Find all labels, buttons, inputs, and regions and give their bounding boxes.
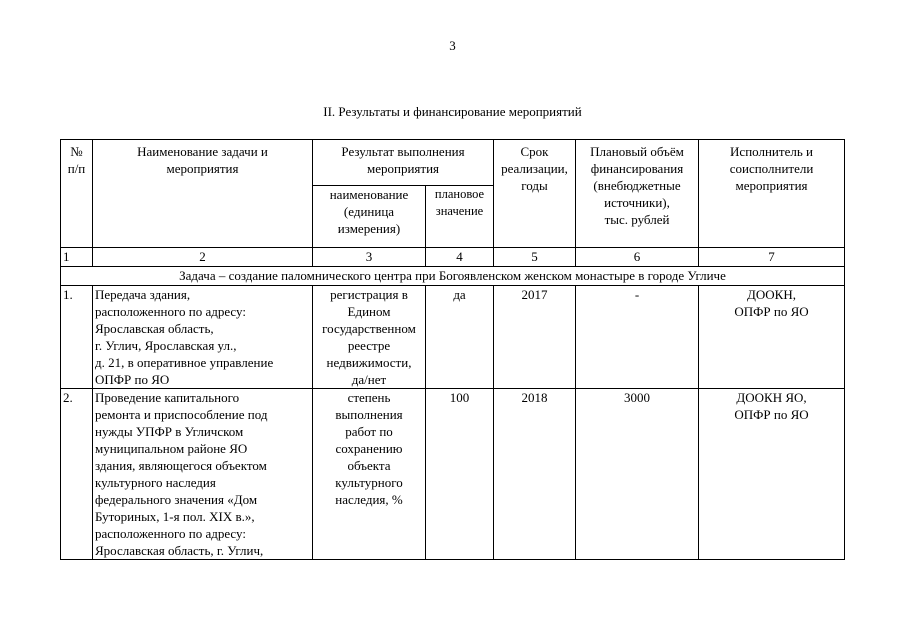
header-term: Срок реализации, годы [494, 140, 576, 248]
row-indicator: степень выполнения работ по сохранению объекта культурного наследия, % [313, 389, 426, 560]
section-title: II. Результаты и финансирование мероприятий [323, 104, 582, 119]
header-result-name: наименование (единица измерения) [313, 186, 426, 248]
row-name: Проведение капитального ремонта и приспособление под нужды УПФР в Угличском муниципальном районе ЯО здания, являющегося объектом культурного наследия федерального значения «Дом Буториных, 1-я пол. XIX в.», расположенного по адресу: Ярославская область, г. Углич, [93, 389, 313, 560]
measures-table [60, 139, 845, 560]
header-funding: Плановый объём финансирования (внебюджетные источники), тыс. рублей [576, 140, 699, 248]
table-row [61, 286, 845, 389]
column-number-row [61, 248, 845, 267]
column-number-6: 6 [576, 248, 699, 267]
column-number-2: 2 [93, 248, 313, 267]
task-title: Задача – создание паломнического центра при Богоявленском женском монастыре в городе Угличе [61, 267, 845, 286]
row-term: 2018 [494, 389, 576, 560]
header-result-value: плановое значение [426, 186, 494, 248]
header-num: № п/п [61, 140, 93, 248]
column-number-4: 4 [426, 248, 494, 267]
row-indicator: регистрация в Едином государственном реестре недвижимости, да/нет [313, 286, 426, 389]
page-number: 3 [449, 38, 456, 53]
row-funding: 3000 [576, 389, 699, 560]
row-name: Передача здания, расположенного по адресу: Ярославская область, г. Углич, Ярославская ул., д. 21, в оперативное управление ОПФР по ЯО [93, 286, 313, 389]
table-row [61, 389, 845, 560]
row-num: 2. [61, 389, 93, 560]
row-num: 1. [61, 286, 93, 389]
column-number-1: 1 [61, 248, 93, 267]
header-name: Наименование задачи и мероприятия [93, 140, 313, 248]
header-executor: Исполнитель и соисполнители мероприятия [699, 140, 845, 248]
header-row-top [61, 140, 845, 186]
row-value: да [426, 286, 494, 389]
row-term: 2017 [494, 286, 576, 389]
header-result: Результат выполнения мероприятия [313, 140, 494, 186]
column-number-5: 5 [494, 248, 576, 267]
row-executor: ДООКН ЯО, ОПФР по ЯО [699, 389, 845, 560]
task-row [61, 267, 845, 286]
row-value: 100 [426, 389, 494, 560]
row-executor: ДООКН, ОПФР по ЯО [699, 286, 845, 389]
column-number-3: 3 [313, 248, 426, 267]
column-number-7: 7 [699, 248, 845, 267]
row-funding: - [576, 286, 699, 389]
